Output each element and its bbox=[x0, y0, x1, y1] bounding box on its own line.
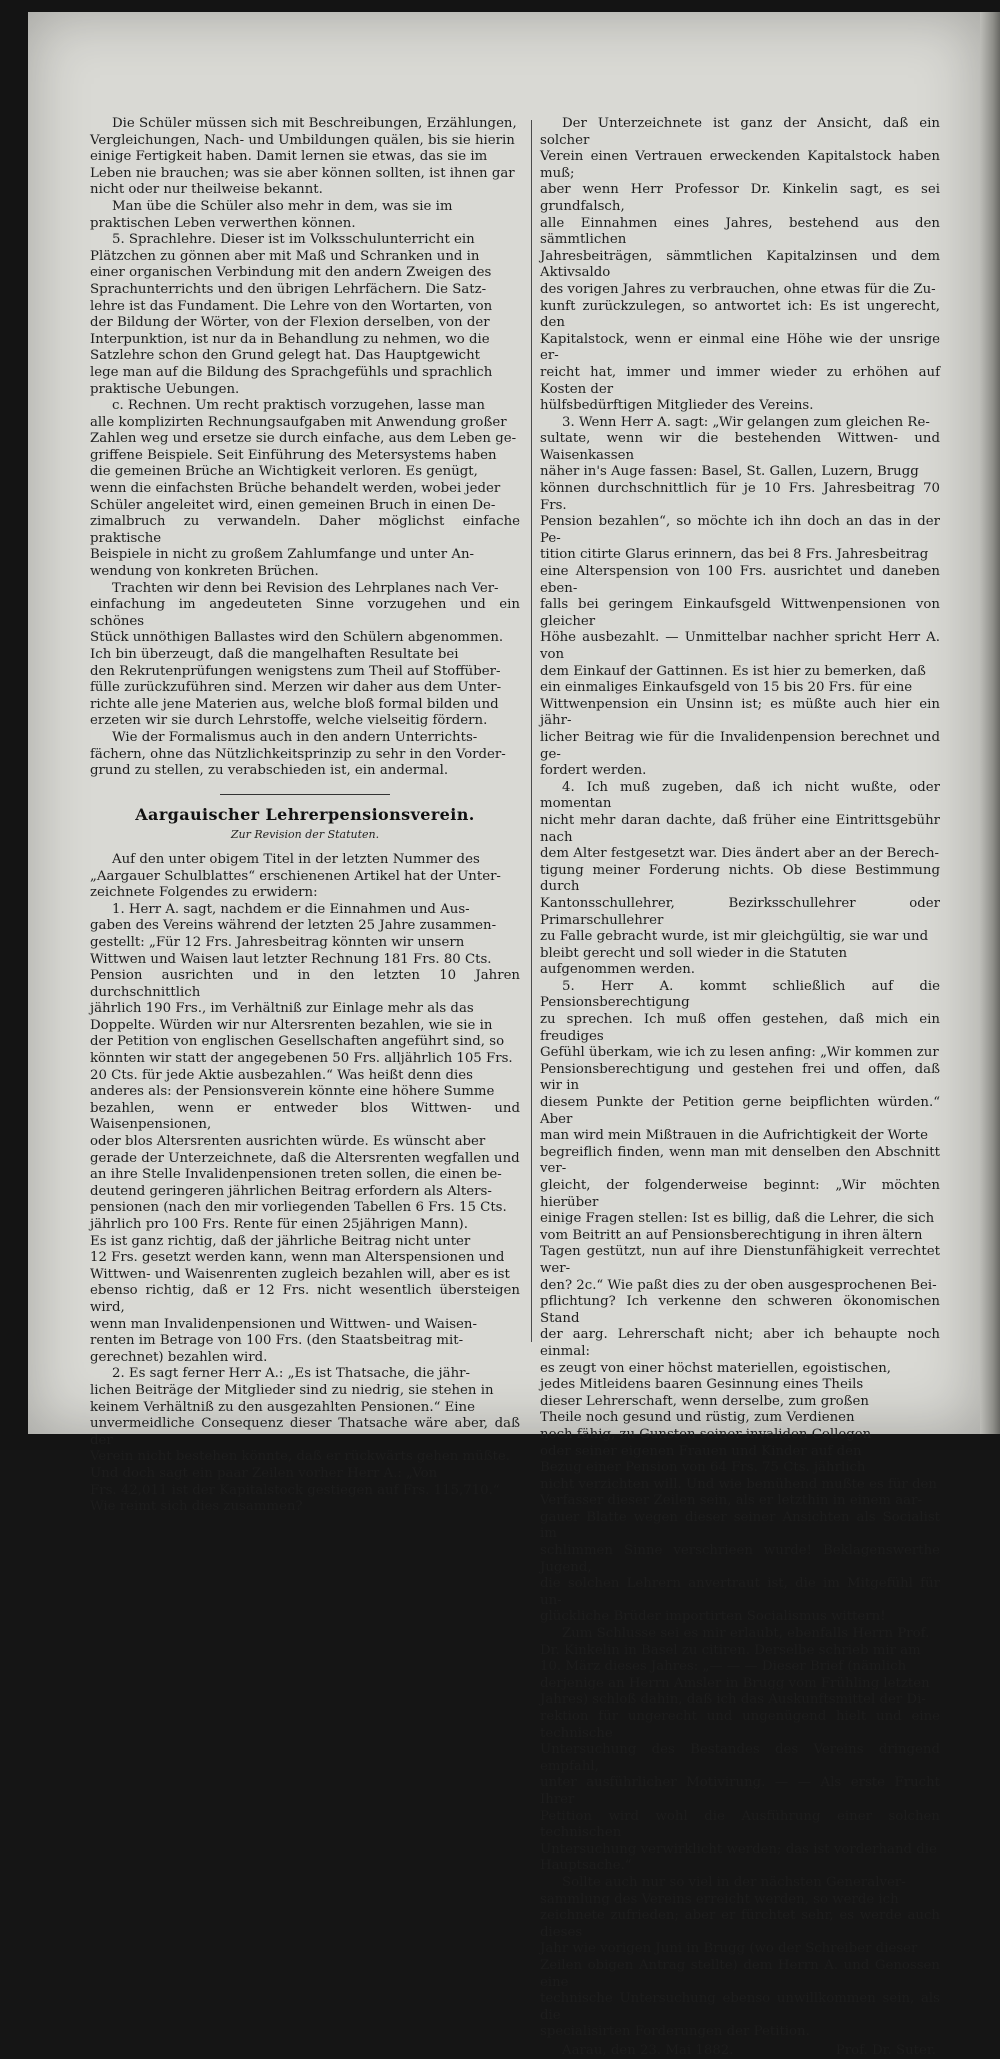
column-rule bbox=[531, 120, 532, 1342]
article-intro: Auf den unter obigem Titel in der letzten Nummer des „Aargauer Schulblattes“ erschienenen Artikel hat der Unter- zeichnete Folgendes zu erwidern: bbox=[90, 851, 501, 901]
left-column bbox=[90, 116, 520, 1516]
paragraph-revision: Trachten wir denn bei Revision des Lehrplanes nach Ver- einfachung im angedeuteten Sinne vorzugehen und ein schönes Stück unnöthigen Ballastes wird den Schülern abgenommen. Ich bin überzeugt, daß die mangelhaften Resultate bei den Rekrutenprüfungen wenigstens zum Theil auf Stoffüber- fülle zurückzuführen sind. Merzen wir daher aus dem Unter- richte alle jene Materien aus, welche bloß formal bilden und erzeten wir sie durch Lehrstoffe, welche vielseitig fördern. bbox=[90, 580, 520, 729]
article-point-2: 2. Es sagt ferner Herr A.: „Es ist Thatsache, die jähr- lichen Beiträge der Mitglieder sind zu niedrig, sie stehen in keinem Verhältniß zu den ausgezahlten Pensionen.“ Eine unvermeidliche Consequenz dieser Thatsache wäre aber, daß der Verein nicht bestehen könnte, daß er rückwärts gehen müßte. Und doch sagt ein paar Zeilen vorher Herr A.: „Von Frs. 42,011 ist der Kapitalstock gestiegen auf Frs. 115,710.“ Wie reimt sich dies zusammen? bbox=[90, 1366, 520, 1515]
article-point-1: 1. Herr A. sagt, nachdem er die Einnahmen und Aus- gaben des Vereins während der letzten 25 Jahre zusammen- gestellt: „Für 12 Frs. Jahresbeitrag könnten wir unsern Wittwen und Waisen laut letzter Rechnung 181 Frs. 80 Cts. Pension ausrichten und in den letzten 10 Jahren durchschnittlich jährlich 190 Frs., im Verhältniß zur Einlage mehr als das Doppelte. Würden wir nur Altersrenten bezahlen, wie sie in der Petition von englischen Gesellschaften angeführt sind, so könnten wir statt der angegebenen 50 Frs. alljährlich 105 Frs. 20 Cts. für jede Aktie ausbezahlen.“ Was heißt denn dies anderes als: der Pensionsverein könnte eine höhere Summe bezahlen, wenn er entweder blos Wittwen- und Waisenpensionen, oder blos Altersrenten ausrichten würde. Es wünscht aber gerade der Unterzeichnete, daß die Altersrenten wegfallen und an ihre Stelle Invalidenpensionen treten sollen, die einen be- deutend geringeren jährlichen Beitrag erfordern als Alters- pensionen (nach den mir vorliegenden Tabellen 6 Frs. 15 Cts. jährlich pro 100 Frs. Rente für einen 25jährigen Mann). Es ist ganz richtig, daß der jährliche Beitrag nicht unter 12 Frs. gesetzt werden kann, wenn man Alterspensionen und Wittwen- und Waisenrenten zugleich bezahlen will, aber es ist ebenso richtig, daß er 12 Frs. nicht wesentlich übersteigen wird, wenn man Invalidenpensionen und Wittwen- und Waisen- renten im Betrage von 100 Frs. (den Staatsbeitrag mit- gerechnet) bezahlen wird. bbox=[90, 901, 520, 1365]
paragraph-praktisch: Man übe die Schüler also mehr in dem, was sie im praktischen Leben verwerthen können. bbox=[90, 198, 453, 231]
paragraph-rechnen: c. Rechnen. Um recht praktisch vorzugehen, lasse man alle komplizirten Rechnungsaufgaben mit Anwendung großer Zahlen weg und ersetze sie durch einfache, aus dem Leben ge- griffene Beispiele. Seit Einführung des Metersystems haben die gemeinen Brüche an Wichtigkeit verloren. Es genügt, wenn die einfachsten Brüche behandelt werden, wobei jeder Schüler angeleitet wird, einen gemeinen Bruch in einen De- zimalbruch zu verwandeln. Daher möglichst einfache praktische Beispiele in nicht zu großem Zahlumfange und unter An- wendung von konkreten Brüchen. bbox=[90, 398, 520, 580]
page-fold-shadow bbox=[980, 12, 1000, 1434]
signature-line bbox=[540, 2043, 940, 2059]
article-heading: Aargauischer Lehrerpensionsverein. bbox=[135, 804, 475, 824]
paragraph-formalismus: Wie der Formalismus auch in den andern Unterrichts- fächern, ohne das Nützlichkeitsprinzip zu sehr in den Vorder- grund zu stellen, zu verabschieden ist, ein andermal. bbox=[90, 729, 506, 779]
section-divider bbox=[220, 794, 390, 795]
paragraph-generalversammlung: Sollte auch nur so viel in der nächsten Generalver- sammlung des Vereins erreicht werden, so werde ich zeichnete zufrieden; aber er fürchtet sehr, es werde auch dieses Jahr wie vorigen Juni in Brugg (wo der Schreiber dieser Zeilen obigen Antrag stellte) dem Herrn A. und Genossen eine technische Untersuchung ebenso unwillkommen sein, als die specialisirten Forderungen der Petition. bbox=[540, 1874, 940, 2040]
paragraph-point-4: 4. Ich muß zugeben, daß ich nicht wußte, oder momentan nicht mehr daran dachte, daß früher eine Eintrittsgebühr nach dem Alter festgesetzt war. Dies ändert aber an der Berech- tigung meiner Forderung nichts. Ob diese Bestimmung durch Kantonsschullehrer, Bezirksschullehrer oder Primarschullehrer zu Falle gebracht wurde, ist mir gleichgültig, sie war und bleibt gerecht und soll wieder in die Statuten aufgenommen werden. bbox=[540, 779, 940, 978]
paragraph-point-5: 5. Herr A. kommt schließlich auf die Pensionsberechtigung zu sprechen. Ich muß offen gestehen, daß mich ein freudiges Gefühl überkam, wie ich zu lesen anfing: „Wir kommen zur Pensionsberechtigung und gestehen frei und offen, daß wir in diesem Punkte der Petition gerne beipflichten würden.“ Aber man wird mein Mißtrauen in die Aufrichtigkeit der Worte begreiflich finden, wenn man mit denselben den Abschnitt ver- gleicht, der folgenderweise beginnt: „Wir möchten hierüber einige Fragen stellen: Ist es billig, daß die Lehrer, die sich vom Beitritt an auf Pensionsberechtigung in ihren ältern Tagen gestützt, nun auf ihre Dienstunfähigkeit verrechtet wer- den? 2c.“ Wie paßt dies zu der oben ausgesprochenen Bei- pflichtung? Ich verkenne den schweren ökonomischen Stand der aarg. Lehrerschaft nicht; aber ich behaupte noch einmal: es zeugt von einer höchst materiellen, egoistischen, jedes Mitleidens baaren Gesinnung eines Theils dieser Lehrerschaft, wenn derselbe, zum großen Theile noch gesund und rüstig, zum Verdienen noch fähig, zu Gunsten seiner invaliden Collegen oder seiner eigenen Frauen und Kinder auf den Bezug einer Pension von 64 Frs. 75 Cts. jährlich nicht verzichten will. Und wie bemühend mußte es für den Verfasser dieser Zeilen sein, als er letzthin in einem aar- gauer Blatte wegen dieser seiner Ansichten als Socialist im schlimmen Sinne verschrieen wurde! Beklagenswerthe Jugend, die solchen Lehrern anvertraut ist, die im Mitgefühl für un- glückliche Brüder importirten Socialismus wittern! bbox=[540, 978, 940, 1625]
paragraph-schueler: Die Schüler müssen sich mit Beschreibungen, Erzählungen, Vergleichungen, Nach- und Umbildungen quälen, bis sie hierin einige Fertigkeit haben. Damit lernen sie etwas, das sie im Leben nie brauchen; was sie aber können sollten, ist ihnen gar nicht oder nur theilweise bekannt. bbox=[90, 116, 517, 198]
paragraph-kapitalstock: Der Unterzeichnete ist ganz der Ansicht, daß ein solcher Verein einen Vertrauen erweckenden Kapitalstock haben muß; aber wenn Herr Professor Dr. Kinkelin sagt, es sei grundfalsch, alle Einnahmen eines Jahres, bestehend aus den sämmtlichen Jahresbeiträgen, sämmtlichen Kapitalzinsen und dem Aktivsaldo des vorigen Jahres zu verbrauchen, ohne etwas für die Zu- kunft zurückzulegen, so antwortet ich: Es ist ungerecht, den Kapitalstock, wenn er einmal eine Höhe wie der unsrige er- reicht hat, immer und immer wieder zu erhöhen auf Kosten der hülfsbedürftigen Mitglieder des Vereins. bbox=[540, 116, 940, 414]
place-date: Aarau, den 23. Mai 1882. bbox=[562, 2042, 734, 2058]
paragraph-point-3: 3. Wenn Herr A. sagt: „Wir gelangen zum gleichen Re- sultate, wenn wir die bestehenden Wittwen- und Waisenkassen näher in's Auge fassen: Basel, St. Gallen, Luzern, Brugg können durchschnittlich für je 10 Frs. Jahresbeitrag 70 Frs. Pension bezahlen“, so möchte ich ihn doch an das in der Pe- tition citirte Glarus erinnern, das bei 8 Frs. Jahresbeitrag eine Alterspension von 100 Frs. ausrichtet und daneben eben- falls bei geringem Einkaufsgeld Wittwenpensionen von gleicher Höhe ausbezahlt. — Unmittelbar nachher spricht Herr A. von dem Einkauf der Gattinnen. Es ist hier zu bemerken, daß ein einmaliges Einkaufsgeld von 15 bis 20 Frs. für eine Wittwenpension ein Unsinn ist; es müßte auch hier ein jähr- licher Beitrag wie für die Invalidenpension berechnet und ge- fordert werden. bbox=[540, 414, 940, 779]
paragraph-sprachlehre: 5. Sprachlehre. Dieser ist im Volksschulunterricht ein Plätzchen zu gönnen aber mit Maß und Schranken und in einer organischen Verbindung mit den andern Zweigen des Sprachunterrichts und den übrigen Lehrfächern. Die Satz- lehre ist das Fundament. Die Lehre von den Wortarten, von der Bildung der Wörter, von der Flexion derselben, von der Interpunktion, ist nur da in Behandlung zu nehmen, wo die Satzlehre schon den Grund gelegt hat. Das Hauptgewicht lege man auf die Bildung des Sprachgefühls und sprachlich praktische Uebungen. bbox=[90, 232, 493, 397]
right-column bbox=[540, 116, 940, 2059]
author-name: Prof. Dr. Suter. bbox=[835, 2042, 936, 2058]
paragraph-schluss: Zum Schlusse sei es mir erlaubt, ebenfalls Herrn Prof. Dr. Kinkelin in Basel zu citiren. Derselbe schrieb mir am 10. März dieses Jahres: „— — — Dieser Brief (nämlich derjenige an Herrn Amsler in Brugg vom Frühling letzten Jahres) schloß dahin, daß ich das Auskunftsmittel der Di- rektion für ungerecht und ungenügend hielt und eine technische Untersuchung des Bestandes des Vereins dringend empfahl, unter ausführlicher Motivirung. — — Als erste Frucht Ihrer Petition wird wohl die Ausführung einer solchen technischen Untersuchung verwirklicht werden; das ist vorderhand die Hauptsache.“ bbox=[540, 1626, 940, 1874]
article-subheading: Zur Revision der Statuten. bbox=[230, 828, 380, 842]
